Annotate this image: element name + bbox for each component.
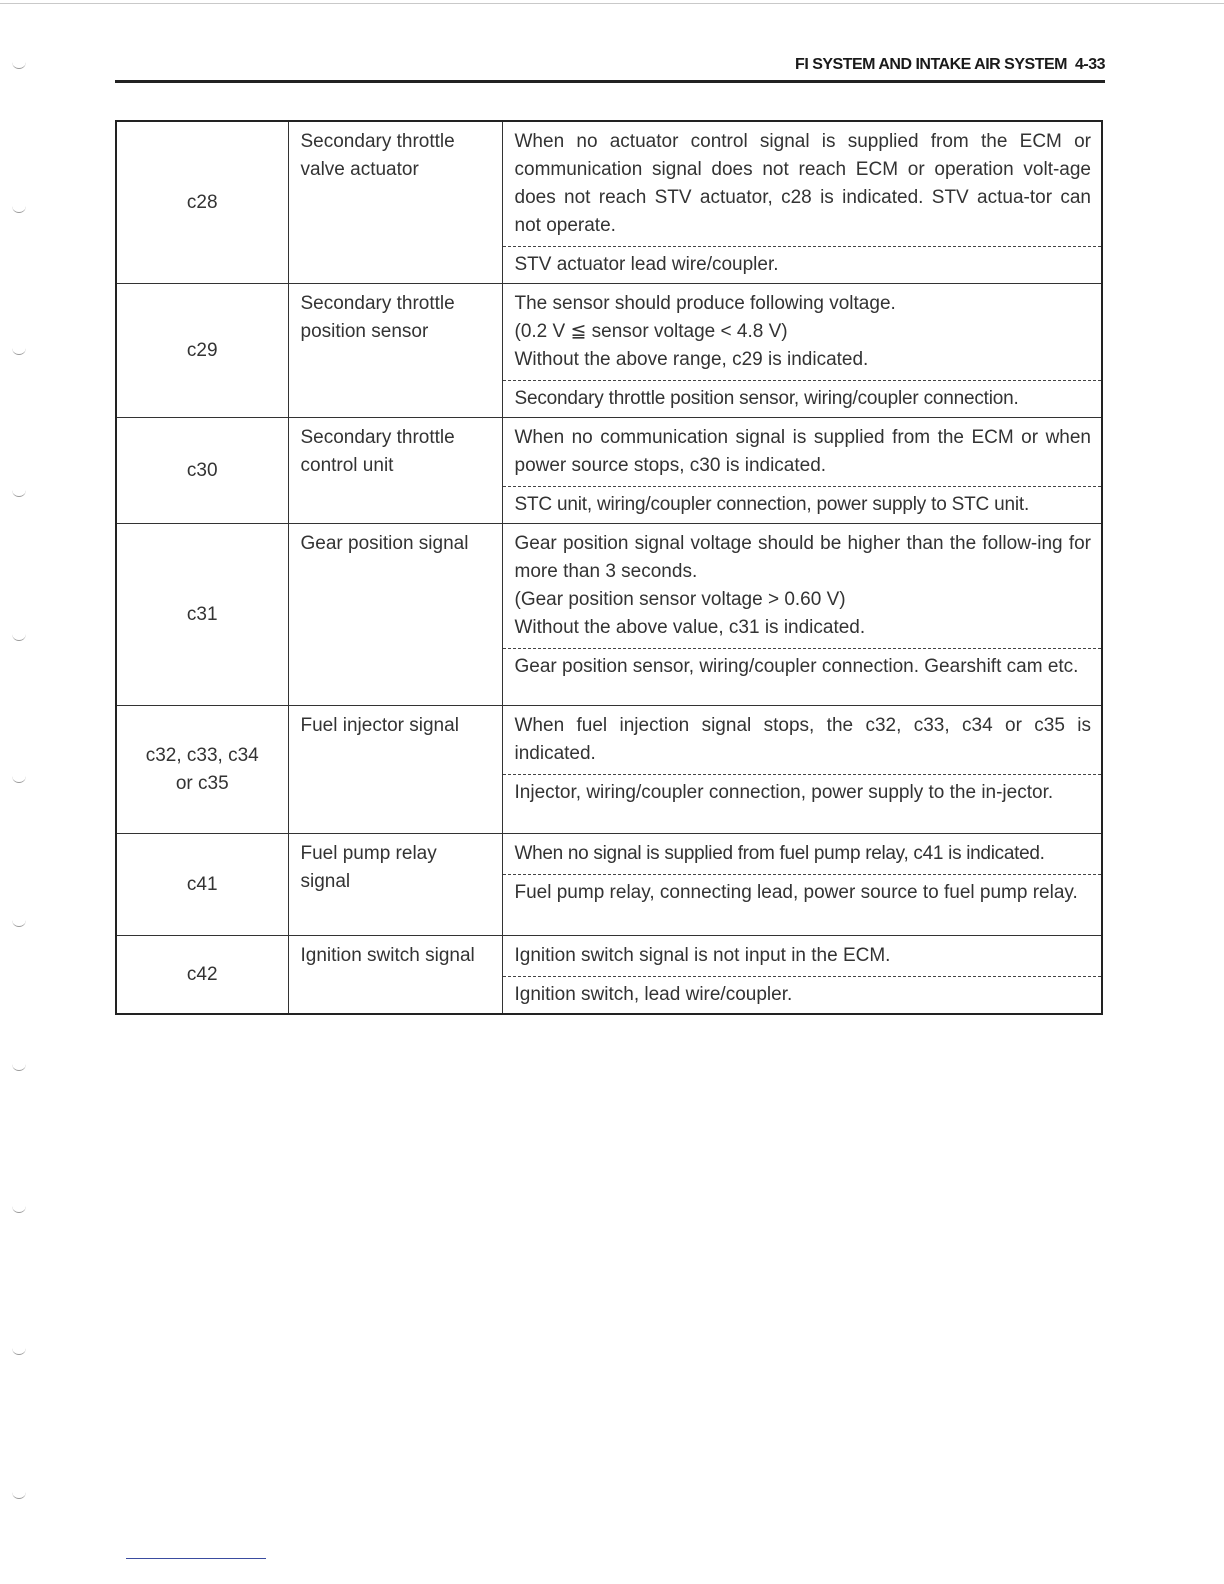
condition-line: The sensor should produce following voltage. [514,293,896,314]
malfunction-code: or c35 [175,772,229,794]
detected-condition: When no actuator control signal is supplied from the ECM or communication signal does not reach ECM or operation volt-age does not reach STV actuator, c28 is indicated. STV actua-tor can not operate. [514,131,1091,236]
table-row [116,284,1102,418]
detail-cell [502,121,1102,284]
check-for: Ignition switch, lead wire/coupler. [503,976,1102,1013]
detected-condition [503,284,1102,380]
malfunction-code: c28 [186,191,218,213]
margin-mark [12,1064,26,1071]
condition-line: Without the above range, c29 is indicated. [514,349,869,370]
detail-cell [502,284,1102,418]
table-row [116,524,1102,706]
detected-condition [503,524,1102,648]
margin-mark [12,348,26,355]
detail-cell [502,706,1102,834]
bottom-underline-mark [126,1558,266,1559]
detected-item: Fuel pump relay signal [288,834,502,936]
table-row [116,418,1102,524]
detail-cell [502,418,1102,524]
malfunction-code: c30 [186,459,218,481]
detected-condition: When fuel injection signal stops, the c32, c33, c34 or c35 is indicated. [514,715,1091,764]
malfunction-code: c32, c33, c34 [145,744,259,766]
condition-line: Gear position signal voltage should be higher than the follow-ing for more than 3 seconds. [514,533,1091,582]
table-row [116,936,1102,1015]
malfunction-code: c42 [186,963,218,985]
code-cell [116,284,288,418]
condition-line: Without the above value, c31 is indicated. [514,617,866,638]
code-cell [116,121,288,284]
detected-item: Secondary throttle valve actuator [288,121,502,284]
malfunction-code: c29 [186,339,218,361]
top-edge-rule [0,3,1224,4]
header-rule [115,80,1105,83]
table-row [116,121,1102,284]
condition-line: (0.2 V ≦ sensor voltage < 4.8 V) [514,321,788,342]
detected-item: Secondary throttle control unit [288,418,502,524]
detail-cell [502,834,1102,936]
margin-mark [12,62,26,69]
malfunction-code: c31 [186,603,218,625]
margin-mark [12,776,26,783]
table-row [116,706,1102,834]
code-cell [116,936,288,1015]
code-cell [116,706,288,834]
page-header [700,56,1105,74]
margin-mark [12,490,26,497]
code-cell [116,834,288,936]
detected-item: Fuel injector signal [288,706,502,834]
code-cell [116,418,288,524]
detail-cell [502,524,1102,706]
detected-item: Secondary throttle position sensor [288,284,502,418]
margin-mark [12,206,26,213]
margin-mark [12,1348,26,1355]
margin-mark [12,1492,26,1499]
malfunction-code-table [115,120,1103,1015]
detected-item: Gear position signal [288,524,502,706]
code-cell [116,524,288,706]
check-for: Secondary throttle position sensor, wiring/coupler connection. [503,380,1102,417]
section-title: FI SYSTEM AND INTAKE AIR SYSTEM [795,56,1067,73]
table-row [116,834,1102,936]
check-for: STC unit, wiring/coupler connection, power supply to STC unit. [503,486,1102,523]
margin-mark [12,1206,26,1213]
margin-mark [12,920,26,927]
check-for: STV actuator lead wire/coupler. [503,246,1102,283]
margin-mark [12,634,26,641]
check-for: Injector, wiring/coupler connection, power supply to the in-jector. [503,774,1102,811]
malfunction-code: c41 [186,873,218,895]
detected-condition: When no communication signal is supplied from the ECM or when power source stops, c30 is indicated. [514,427,1091,476]
condition-line: (Gear position sensor voltage > 0.60 V) [514,589,846,610]
detected-condition: Ignition switch signal is not input in the ECM. [514,945,891,966]
detected-item: Ignition switch signal [288,936,502,1015]
check-for: Gear position sensor, wiring/coupler connection. Gearshift cam etc. [503,648,1102,685]
check-for: Fuel pump relay, connecting lead, power source to fuel pump relay. [503,874,1102,911]
detected-condition: When no signal is supplied from fuel pump relay, c41 is indicated. [514,843,1045,864]
page-number: 4-33 [1074,56,1105,73]
detail-cell [502,936,1102,1015]
